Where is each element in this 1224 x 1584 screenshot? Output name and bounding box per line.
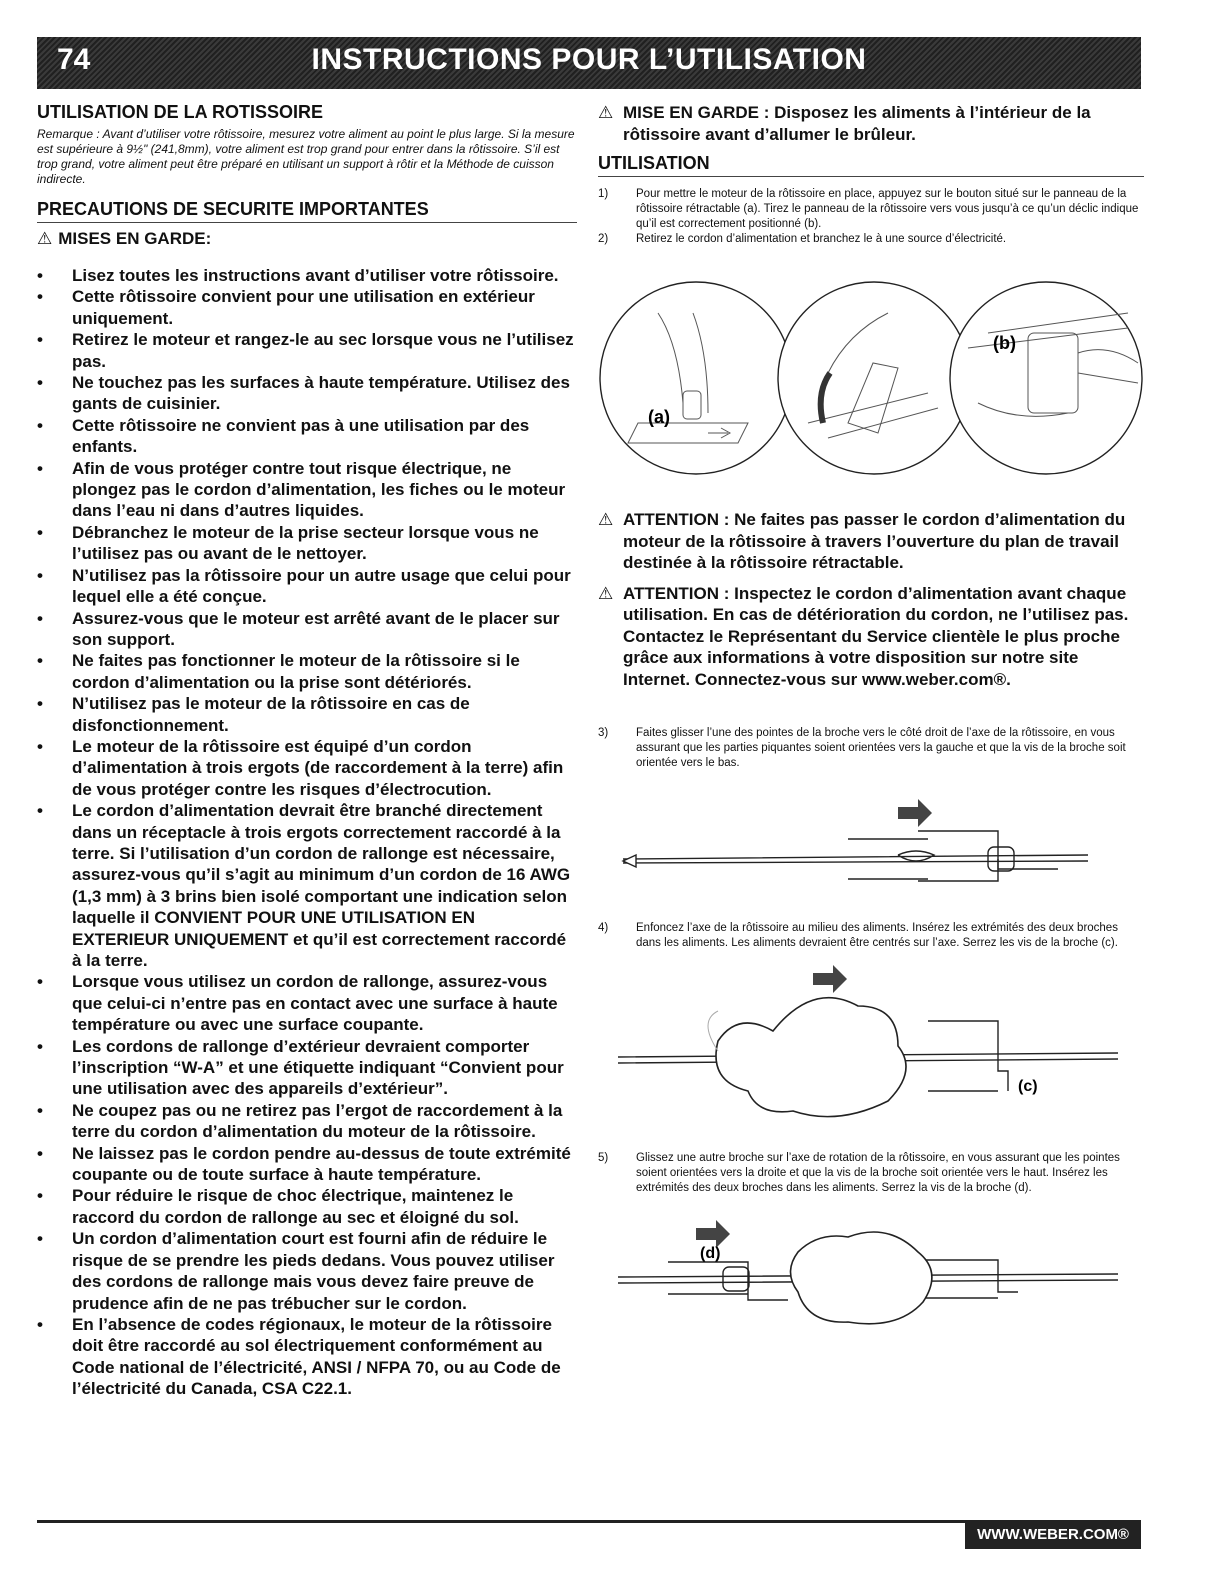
warning-item: • Les cordons de rallonge d’extérieur devraient comporter l’inscription “W-A” et une étiquette indiquant “Convient pour une utilisation avec des appareils d’extérieur”. — [37, 1036, 577, 1100]
caution-top — [598, 102, 1144, 145]
right-column — [598, 102, 1144, 1342]
step-2 — [598, 232, 1144, 247]
warning-item: • Lisez toutes les instructions avant d’utiliser votre rôtissoire. — [37, 265, 577, 286]
step-3 — [598, 726, 1144, 771]
fig-label-c: (c) — [1018, 1078, 1038, 1095]
warning-item: • Le moteur de la rôtissoire est équipé d’un cordon d’alimentation à trois ergots (de raccordement à la terre) afin de vous protéger contre les risques d’électrocution. — [37, 736, 577, 800]
figure-second-fork — [598, 1212, 1144, 1342]
step-5 — [598, 1151, 1144, 1196]
warning-item: • Ne touchez pas les surfaces à haute température. Utilisez des gants de cuisinier. — [37, 372, 577, 415]
fig-label-d: (d) — [700, 1245, 721, 1262]
step-text: Faites glisser l’une des pointes de la broche vers le côté droit de l’axe de la rôtissoire, en vous assurant que les parties piquantes soient orientées vers la gauche et que la vis de la broche soit orientée vers le bas. — [636, 727, 1126, 769]
warning-item: • Ne faites pas fonctionner le moteur de la rôtissoire si le cordon d’alimentation ou la prise sont détériorés. — [37, 650, 577, 693]
warning-item: • Cette rôtissoire ne convient pas à une utilisation par des enfants. — [37, 415, 577, 458]
warning-triangle-icon: ⚠ — [37, 229, 53, 248]
section-title-rotisserie: UTILISATION DE LA ROTISSOIRE — [37, 102, 324, 122]
warnings-list — [37, 265, 577, 1400]
left-column — [37, 102, 577, 1400]
page-number: 74 — [57, 43, 91, 76]
precautions-title: PRECAUTIONS DE SECURITE IMPORTANTES — [37, 199, 577, 223]
step-text: Retirez le cordon d’alimentation et branchez le à une source d’électricité. — [636, 233, 1007, 245]
warning-item: • Pour réduire le risque de choc électrique, maintenez le raccord du cordon de rallonge au sec et éloigné du sol. — [37, 1185, 577, 1228]
detail-circle-a — [600, 282, 792, 474]
step-number: 3) — [598, 727, 609, 739]
detail-circle-middle — [778, 282, 970, 474]
step-text: Pour mettre le moteur de la rôtissoire en place, appuyez sur le bouton situé sur le panneau de la rôtissoire rétractable (a). Tirez le panneau de la rôtissoire vers vous jusqu’à ce qu’un déclic indique qu’il est correctement positionné (b). — [636, 188, 1139, 230]
page-header-bar — [37, 37, 1141, 89]
step-4 — [598, 921, 1144, 951]
warning-item: • Retirez le moteur et rangez-le au sec lorsque vous ne l’utilisez pas. — [37, 329, 577, 372]
figure-food-on-spit — [598, 961, 1144, 1131]
warning-triangle-icon: ⚠ — [598, 583, 614, 603]
warning-item: • En l’absence de codes régionaux, le moteur de la rôtissoire doit être raccordé au sol électriquement conformément au Code national de l’électricité, ANSI / NFPA 70, ou au Code de l’électricité du Canada, CSA C22.1. — [37, 1314, 577, 1400]
usage-title: UTILISATION — [598, 153, 1144, 177]
warnings-heading — [37, 229, 577, 249]
step-text: Glissez une autre broche sur l’axe de rotation de la rôtissoire, en vous assurant que les pointes soient orientées vers la droite et que la vis de la broche soit orientée vers le haut. Insérez les extrémités des deux broches dans les aliments. Serrez la vis de la broche (d). — [636, 1152, 1120, 1194]
steps-list-1-2 — [598, 187, 1144, 247]
warning-item: • Afin de vous protéger contre tout risque électrique, ne plongez pas le cordon d’alimentation, les fiches ou le moteur dans l’eau ni dans d’autres liquides. — [37, 458, 577, 522]
caution-top-text: MISE EN GARDE : Disposez les aliments à l’intérieur de la rôtissoire avant d’allumer le brûleur. — [623, 103, 1091, 144]
remark-note: Remarque : Avant d’utiliser votre rôtissoire, mesurez votre aliment au point le plus large. Si la mesure est supérieure à 9½" (241,8mm), votre aliment est trop grand pour entrer dans la rôtissoire. S’il est trop grand, votre aliment peut être préparé en utilisant un support à rôtir et la Méthode de cuisson indirecte. — [37, 127, 575, 186]
food-outline — [716, 998, 906, 1117]
fig-label-b: (b) — [993, 333, 1016, 353]
step-text: Enfoncez l’axe de la rôtissoire au milieu des aliments. Insérez les extrémités des deux broches dans les aliments. Les aliments devraient être centrés sur l’axe. Serrez les vis de la broche (c). — [636, 922, 1118, 949]
warning-item: • Assurez-vous que le moteur est arrêté avant de le placer sur son support. — [37, 608, 577, 651]
food-outline — [791, 1232, 932, 1324]
detail-circle-b — [950, 282, 1142, 474]
footer-url: WWW.WEBER.COM® — [965, 1521, 1141, 1549]
warning-item: • N’utilisez pas le moteur de la rôtissoire en cas de disfonctionnement. — [37, 693, 577, 736]
steps-list-3 — [598, 726, 1144, 771]
steps-list-5 — [598, 1151, 1144, 1196]
arrow-right-icon — [813, 965, 847, 993]
attention-1 — [598, 509, 1144, 574]
arrow-right-icon — [696, 1220, 730, 1248]
warning-item: • Débranchez le moteur de la prise secteur lorsque vous ne l’utilisez pas ou avant de le nettoyer. — [37, 522, 577, 565]
warning-item: • Ne laissez pas le cordon pendre au-dessus de toute extrémité coupante ou de toute surface à haute température. — [37, 1143, 577, 1186]
warning-triangle-icon: ⚠ — [598, 103, 614, 122]
fig-label-a: (a) — [648, 407, 670, 427]
step-1 — [598, 187, 1144, 232]
warning-item: • Le cordon d’alimentation devrait être branché directement dans un réceptacle à trois ergots correctement raccordé à la terre. Si l’utilisation d’un cordon de rallonge est nécessaire, assurez-vous qu’il s’agit au minimum d’un cordon de 16 AWG (1,3 mm) à 3 brins bien isolé comportant une indication selon laquelle il CONVIENT POUR UNE UTILISATION EN EXTERIEUR UNIQUEMENT et qu’il est correctement raccordé à la terre. — [37, 800, 577, 971]
figure-rotisserie-panel — [598, 273, 1144, 483]
attention-2-text: ATTENTION : Inspectez le cordon d’alimentation avant chaque utilisation. En cas de détérioration du cordon, ne l’utilisez pas. Contactez le Représentant du Service clientèle le plus proche grâce aux informations à votre disposition sur notre site Internet. Connectez-vous sur www.weber.com®. — [623, 583, 1129, 689]
step-number: 1) — [598, 188, 609, 200]
figure-spit-fork — [598, 789, 1144, 909]
warning-item: • Lorsque vous utilisez un cordon de rallonge, assurez-vous que celui-ci n’entre pas en contact avec une surface à haute température ou avec une surface coupante. — [37, 971, 577, 1035]
attention-1-text: ATTENTION : Ne faites pas passer le cordon d’alimentation du moteur de la rôtissoire à travers l’ouverture du plan de travail destinée à la rôtissoire rétractable. — [623, 510, 1126, 572]
warning-item: • Ne coupez pas ou ne retirez pas l’ergot de raccordement à la terre du cordon d’alimentation du moteur de la rôtissoire. — [37, 1100, 577, 1143]
warning-item: • Un cordon d’alimentation court est fourni afin de réduire le risque de se prendre les pieds dedans. Vous pouvez utiliser des cordons de rallonge mais vous devez faire preuve de prudence afin de ne pas trébucher sur le cordon. — [37, 1228, 577, 1314]
warning-triangle-icon: ⚠ — [598, 510, 614, 529]
step-number: 4) — [598, 922, 609, 934]
page-title: INSTRUCTIONS POUR L’UTILISATION — [311, 43, 867, 76]
step-number: 2) — [598, 233, 609, 245]
steps-list-4 — [598, 921, 1144, 951]
warning-item: • N’utilisez pas la rôtissoire pour un autre usage que celui pour lequel elle a été conçue. — [37, 565, 577, 608]
step-number: 5) — [598, 1152, 609, 1164]
warnings-title: MISES EN GARDE: — [58, 229, 212, 248]
arrow-right-icon — [898, 799, 932, 827]
attention-2 — [598, 583, 1144, 691]
warning-item: • Cette rôtissoire convient pour une utilisation en extérieur uniquement. — [37, 286, 577, 329]
